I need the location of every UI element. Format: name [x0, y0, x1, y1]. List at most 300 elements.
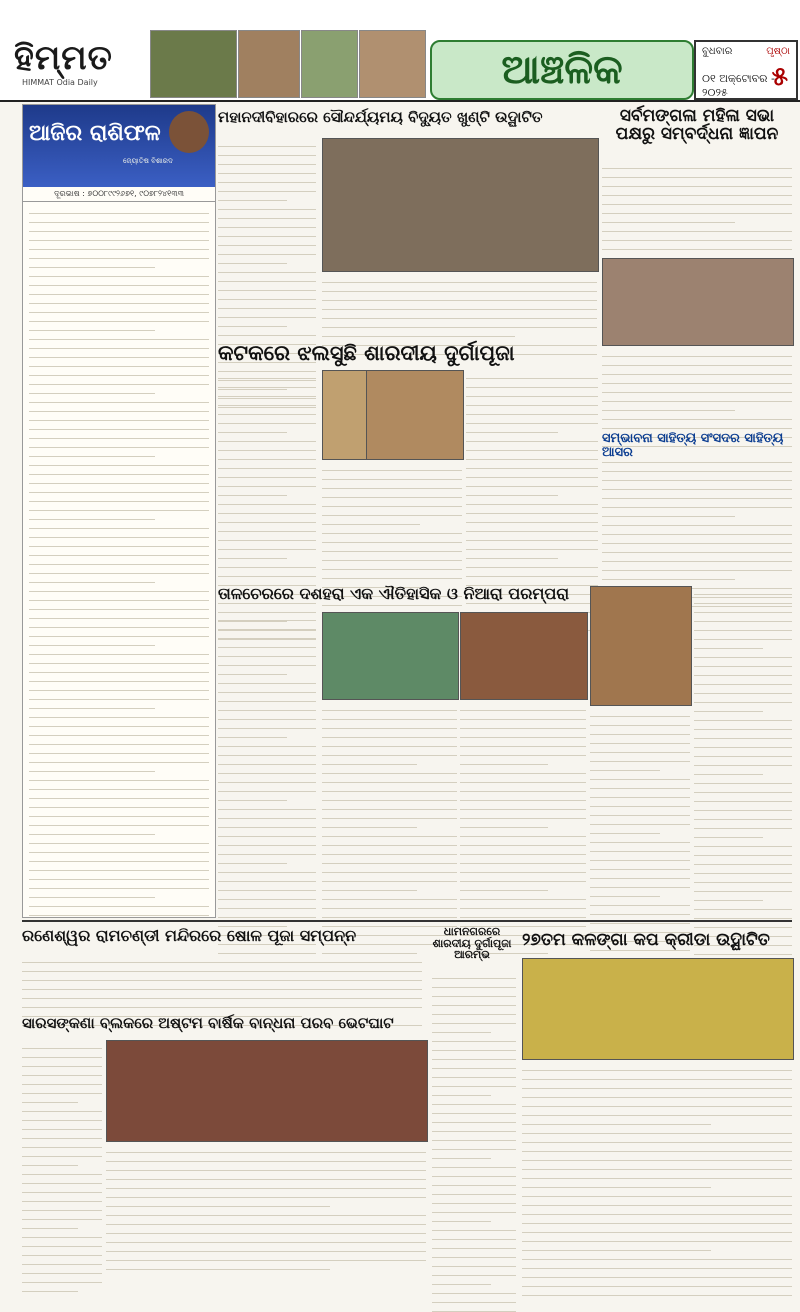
- article-talcher-body-3: [460, 702, 586, 912]
- text-line: [29, 424, 209, 430]
- text-line: [466, 472, 598, 478]
- text-line: [590, 846, 690, 852]
- text-line: [432, 1297, 516, 1303]
- text-line: [218, 330, 316, 336]
- text-line: [29, 730, 209, 736]
- text-line: [29, 307, 209, 313]
- text-line: [218, 276, 316, 282]
- text-line: [466, 553, 558, 559]
- text-line: [22, 1088, 102, 1094]
- text-line: [29, 361, 209, 367]
- text-line: [106, 1246, 426, 1252]
- text-line: [22, 1241, 102, 1247]
- text-line: [590, 819, 690, 825]
- text-line: [602, 172, 792, 178]
- text-line: [322, 564, 462, 570]
- text-line: [602, 405, 735, 411]
- text-line: [29, 559, 209, 565]
- text-line: [432, 1063, 516, 1069]
- text-line: [590, 801, 690, 807]
- text-line: [218, 454, 316, 460]
- text-line: [322, 741, 457, 747]
- text-line: [432, 1108, 516, 1114]
- text-line: [522, 1191, 792, 1197]
- text-line: [218, 741, 316, 747]
- text-line: [218, 285, 316, 291]
- text-line: [218, 303, 316, 309]
- text-line: [432, 1153, 491, 1159]
- text-line: [29, 721, 209, 727]
- text-line: [22, 1124, 102, 1130]
- article-talcher-body-2: [322, 702, 457, 912]
- text-line: [22, 1277, 102, 1283]
- text-line: [602, 574, 735, 580]
- text-line: [29, 793, 209, 799]
- text-line: [29, 244, 209, 250]
- text-line: [218, 903, 316, 909]
- text-line: [218, 267, 316, 273]
- text-line: [322, 858, 457, 864]
- text-line: [602, 529, 792, 535]
- headline-kalinga-cup: ୨୭ତମ କଳଙ୍ଗା କପ କ୍ରୀଡା ଉଦ୍ଘାଟିତ: [522, 930, 770, 950]
- text-line: [466, 418, 598, 424]
- text-line: [106, 1264, 330, 1270]
- text-line: [29, 838, 209, 844]
- text-line: [694, 625, 792, 631]
- text-line: [22, 1079, 102, 1085]
- text-line: [432, 1036, 516, 1042]
- text-line: [218, 696, 316, 702]
- text-line: [29, 352, 209, 358]
- text-line: [22, 993, 422, 999]
- text-line: [322, 912, 457, 918]
- text-line: [522, 1065, 792, 1071]
- text-line: [29, 478, 209, 484]
- text-line: [322, 555, 462, 561]
- text-line: [590, 855, 690, 861]
- text-line: [218, 204, 316, 210]
- text-line: [29, 226, 209, 232]
- text-line: [29, 343, 209, 349]
- headline-saraskana: ସାରସଙ୍କଣା ବ୍ଲକରେ ଅଷ୍ଟମ ବାର୍ଷିକ ବାନ୍ଧନା ପରବ ଭେଟଘାଟ: [22, 1014, 394, 1032]
- text-line: [29, 739, 209, 745]
- text-line: [466, 562, 598, 568]
- text-line: [460, 858, 586, 864]
- text-line: [22, 1115, 102, 1121]
- text-line: [602, 511, 735, 517]
- masthead-photo: [301, 30, 358, 98]
- text-line: [322, 465, 462, 471]
- article-talcher-body: [218, 612, 316, 912]
- text-line: [460, 741, 586, 747]
- text-line: [460, 876, 586, 882]
- text-line: [590, 720, 690, 726]
- masthead: [0, 0, 800, 102]
- astrologer-phone: ଦୂରଭାଷ : ୭୦୦୮୯୯୨୬୭୧, ୯୦୭୮୨୪୧୩୩: [23, 187, 215, 202]
- text-line: [322, 313, 597, 319]
- article-sambhabana-body: [602, 454, 792, 579]
- text-line: [522, 1074, 792, 1080]
- text-line: [602, 556, 792, 562]
- text-line: [460, 849, 586, 855]
- text-line: [522, 1182, 711, 1188]
- text-line: [602, 502, 792, 508]
- text-line: [694, 598, 792, 604]
- text-line: [522, 1281, 792, 1287]
- text-line: [522, 1254, 792, 1260]
- horoscope-column: [22, 104, 216, 918]
- text-line: [322, 894, 457, 900]
- text-line: [590, 909, 690, 915]
- text-line: [218, 732, 287, 738]
- text-line: [29, 253, 209, 259]
- text-line: [460, 867, 586, 873]
- text-line: [460, 822, 548, 828]
- text-line: [694, 706, 763, 712]
- text-line: [432, 1081, 516, 1087]
- text-line: [590, 765, 660, 771]
- text-line: [29, 910, 209, 916]
- text-line: [322, 849, 457, 855]
- text-line: [218, 186, 316, 192]
- text-line: [322, 483, 462, 489]
- text-line: [432, 1279, 491, 1285]
- text-line: [322, 795, 457, 801]
- text-line: [466, 445, 598, 451]
- text-line: [22, 1259, 102, 1265]
- text-line: [106, 1165, 426, 1171]
- text-line: [694, 688, 792, 694]
- text-line: [694, 832, 763, 838]
- text-line: [466, 463, 598, 469]
- text-line: [466, 481, 598, 487]
- text-line: [218, 795, 287, 801]
- text-line: [590, 810, 690, 816]
- text-line: [218, 544, 316, 550]
- text-line: [106, 1201, 330, 1207]
- text-line: [322, 492, 462, 498]
- text-line: [322, 304, 597, 310]
- text-line: [29, 775, 209, 781]
- horoscope-header: [23, 105, 215, 187]
- text-line: [22, 1151, 102, 1157]
- text-line: [218, 660, 316, 666]
- text-line: [218, 391, 316, 397]
- text-line: [29, 577, 155, 583]
- text-line: [466, 526, 598, 532]
- text-line: [218, 508, 316, 514]
- text-line: [218, 222, 316, 228]
- text-line: [694, 589, 792, 595]
- text-line: [29, 505, 209, 511]
- text-line: [218, 213, 316, 219]
- text-line: [694, 652, 792, 658]
- horoscope-body: [23, 202, 215, 918]
- text-line: [22, 1169, 102, 1175]
- text-line: [322, 510, 462, 516]
- text-line: [322, 750, 457, 756]
- text-line: [466, 544, 598, 550]
- text-line: [432, 1018, 516, 1024]
- text-line: [432, 1000, 516, 1006]
- text-line: [602, 378, 792, 384]
- text-line: [218, 321, 287, 327]
- text-line: [460, 750, 586, 756]
- text-line: [602, 369, 792, 375]
- text-line: [29, 811, 209, 817]
- text-line: [466, 571, 598, 577]
- text-line: [218, 822, 316, 828]
- text-line: [522, 1137, 792, 1143]
- text-line: [466, 454, 598, 460]
- text-line: [22, 1178, 102, 1184]
- article-sambhabana-body-2: [694, 586, 792, 916]
- text-line: [22, 1196, 102, 1202]
- text-line: [29, 541, 209, 547]
- text-line: [432, 1288, 516, 1294]
- text-line: [22, 1160, 78, 1166]
- logo-tagline: HIMMAT Odia Daily: [22, 78, 98, 87]
- astrologer-photo: [169, 111, 209, 153]
- text-line: [29, 433, 209, 439]
- text-line: [22, 1223, 78, 1229]
- text-line: [22, 1133, 102, 1139]
- text-line: [694, 805, 792, 811]
- text-line: [466, 490, 558, 496]
- text-line: [322, 331, 515, 337]
- text-line: [322, 546, 462, 552]
- text-line: [522, 1146, 792, 1152]
- text-line: [322, 286, 597, 292]
- text-line: [694, 841, 792, 847]
- section-divider: [22, 920, 792, 922]
- text-line: [322, 714, 457, 720]
- text-line: [466, 400, 598, 406]
- text-line: [466, 535, 598, 541]
- headline-sarbamangala: ସର୍ବମଙ୍ଗଳା ମହିଳା ସଭା ପକ୍ଷରୁ ସମ୍ବର୍ଦ୍ଧନା ଜ୍ଞାପନ: [615, 106, 779, 144]
- text-line: [322, 732, 457, 738]
- text-line: [29, 334, 209, 340]
- article-saraskana-body: [22, 1040, 102, 1252]
- text-line: [460, 885, 548, 891]
- text-line: [590, 882, 690, 888]
- text-line: [218, 912, 316, 918]
- headline-sambhabana: ସମ୍ଭାବନା ସାହିତ୍ୟ ସଂସଦର ସାହିତ୍ୟ ଆସର: [602, 431, 784, 460]
- text-line: [218, 714, 316, 720]
- masthead-photo: [150, 30, 237, 98]
- text-line: [432, 1171, 516, 1177]
- text-line: [29, 829, 155, 835]
- text-line: [522, 1128, 792, 1134]
- text-line: [460, 804, 586, 810]
- issue-date: ୦୧ ଅକ୍ଟୋବର - ୨୦୨୫: [702, 72, 775, 99]
- text-line: [29, 883, 209, 889]
- text-line: [602, 423, 792, 429]
- text-line: [218, 553, 287, 559]
- text-line: [218, 159, 316, 165]
- text-line: [106, 1174, 426, 1180]
- text-line: [218, 240, 316, 246]
- text-line: [694, 733, 792, 739]
- text-line: [460, 732, 586, 738]
- text-line: [694, 922, 792, 928]
- text-line: [218, 840, 316, 846]
- text-line: [322, 813, 457, 819]
- text-line: [218, 373, 316, 379]
- text-line: [29, 496, 209, 502]
- text-line: [466, 409, 598, 415]
- text-line: [322, 519, 420, 525]
- text-line: [218, 168, 316, 174]
- text-line: [590, 774, 690, 780]
- text-line: [218, 141, 316, 147]
- text-line: [22, 1097, 78, 1103]
- text-line: [218, 669, 287, 675]
- text-line: [322, 528, 462, 534]
- text-line: [602, 208, 792, 214]
- text-line: [694, 670, 792, 676]
- text-line: [29, 487, 209, 493]
- text-line: [466, 382, 598, 388]
- text-line: [460, 723, 586, 729]
- text-line: [218, 678, 316, 684]
- text-line: [322, 295, 597, 301]
- headline-cuttack-durgapuja: କଟକରେ ଝଲସୁଛି ଶାରଦୀୟ ଦୁର୍ଗାପୂଜା: [218, 341, 515, 365]
- text-line: [218, 750, 316, 756]
- text-line: [432, 1180, 516, 1186]
- text-line: [694, 760, 792, 766]
- text-line: [590, 837, 690, 843]
- text-line: [22, 1250, 102, 1256]
- text-line: [218, 642, 316, 648]
- text-line: [466, 373, 598, 379]
- text-line: [694, 868, 792, 874]
- text-line: [322, 876, 457, 882]
- text-line: [322, 777, 457, 783]
- text-line: [218, 894, 316, 900]
- text-line: [22, 1070, 102, 1076]
- issue-day: ବୁଧବାର: [702, 46, 733, 57]
- photo-talcher-temple: [322, 612, 459, 700]
- text-line: [29, 748, 209, 754]
- text-line: [29, 658, 209, 664]
- astrologer-label: ଜ୍ୟୋତିଷ ବିଶାରଦ: [123, 157, 173, 165]
- text-line: [694, 814, 792, 820]
- photo-talcher-ritual: [460, 612, 588, 700]
- text-line: [218, 705, 316, 711]
- text-line: [694, 913, 792, 919]
- text-line: [106, 1147, 426, 1153]
- text-line: [29, 613, 209, 619]
- text-line: [460, 903, 586, 909]
- text-line: [590, 711, 690, 717]
- text-line: [432, 1126, 516, 1132]
- text-line: [460, 894, 586, 900]
- text-line: [29, 703, 155, 709]
- text-line: [322, 786, 457, 792]
- text-line: [694, 661, 792, 667]
- text-line: [29, 694, 209, 700]
- text-line: [218, 571, 316, 577]
- text-line: [218, 849, 316, 855]
- text-line: [694, 679, 792, 685]
- article-raneswar-body: [22, 954, 422, 1012]
- text-line: [460, 831, 586, 837]
- article-sarbamangala-body: [602, 160, 792, 256]
- text-line: [106, 1192, 426, 1198]
- page-label: ପୃଷ୍ଠା: [766, 46, 790, 57]
- text-line: [590, 891, 660, 897]
- text-line: [29, 622, 209, 628]
- text-line: [460, 786, 586, 792]
- text-line: [602, 163, 792, 169]
- text-line: [432, 1162, 516, 1168]
- text-line: [694, 634, 792, 640]
- text-line: [466, 517, 598, 523]
- text-line: [522, 1218, 792, 1224]
- photo-vidyut-inauguration: [322, 138, 599, 272]
- text-line: [522, 1236, 792, 1242]
- text-line: [590, 738, 690, 744]
- text-line: [218, 526, 316, 532]
- text-line: [432, 1207, 516, 1213]
- text-line: [590, 747, 690, 753]
- text-line: [29, 469, 209, 475]
- text-line: [322, 840, 457, 846]
- text-line: [218, 876, 316, 882]
- text-line: [460, 777, 586, 783]
- article-vidyut-body: [218, 138, 316, 338]
- text-line: [29, 640, 155, 646]
- text-line: [22, 966, 422, 972]
- headline-talcher-dussehra: ତାଳଚେରରେ ଦଶହରା ଏକ ଐତିହାସିକ ଓ ନିଆରା ପରମ୍ପରା: [218, 584, 570, 603]
- text-line: [218, 759, 316, 765]
- text-line: [460, 795, 586, 801]
- text-line: [218, 445, 316, 451]
- text-line: [106, 1255, 426, 1261]
- text-line: [218, 562, 316, 568]
- text-line: [522, 1083, 792, 1089]
- text-line: [218, 651, 316, 657]
- text-line: [322, 768, 457, 774]
- text-line: [466, 499, 598, 505]
- text-line: [466, 436, 598, 442]
- text-line: [602, 484, 792, 490]
- text-line: [602, 181, 792, 187]
- text-line: [22, 1187, 102, 1193]
- text-line: [29, 532, 209, 538]
- text-line: [29, 451, 155, 457]
- text-line: [694, 697, 792, 703]
- text-line: [29, 865, 209, 871]
- text-line: [602, 235, 792, 241]
- text-line: [322, 705, 457, 711]
- text-line: [694, 607, 792, 613]
- text-line: [694, 616, 792, 622]
- text-line: [218, 535, 316, 541]
- text-line: [694, 742, 792, 748]
- text-line: [106, 1210, 426, 1216]
- text-line: [694, 778, 792, 784]
- text-line: [29, 379, 209, 385]
- text-line: [522, 1290, 792, 1296]
- text-line: [460, 912, 586, 918]
- text-line: [29, 685, 209, 691]
- text-line: [29, 325, 155, 331]
- text-line: [218, 231, 316, 237]
- text-line: [106, 1219, 426, 1225]
- text-line: [29, 208, 209, 214]
